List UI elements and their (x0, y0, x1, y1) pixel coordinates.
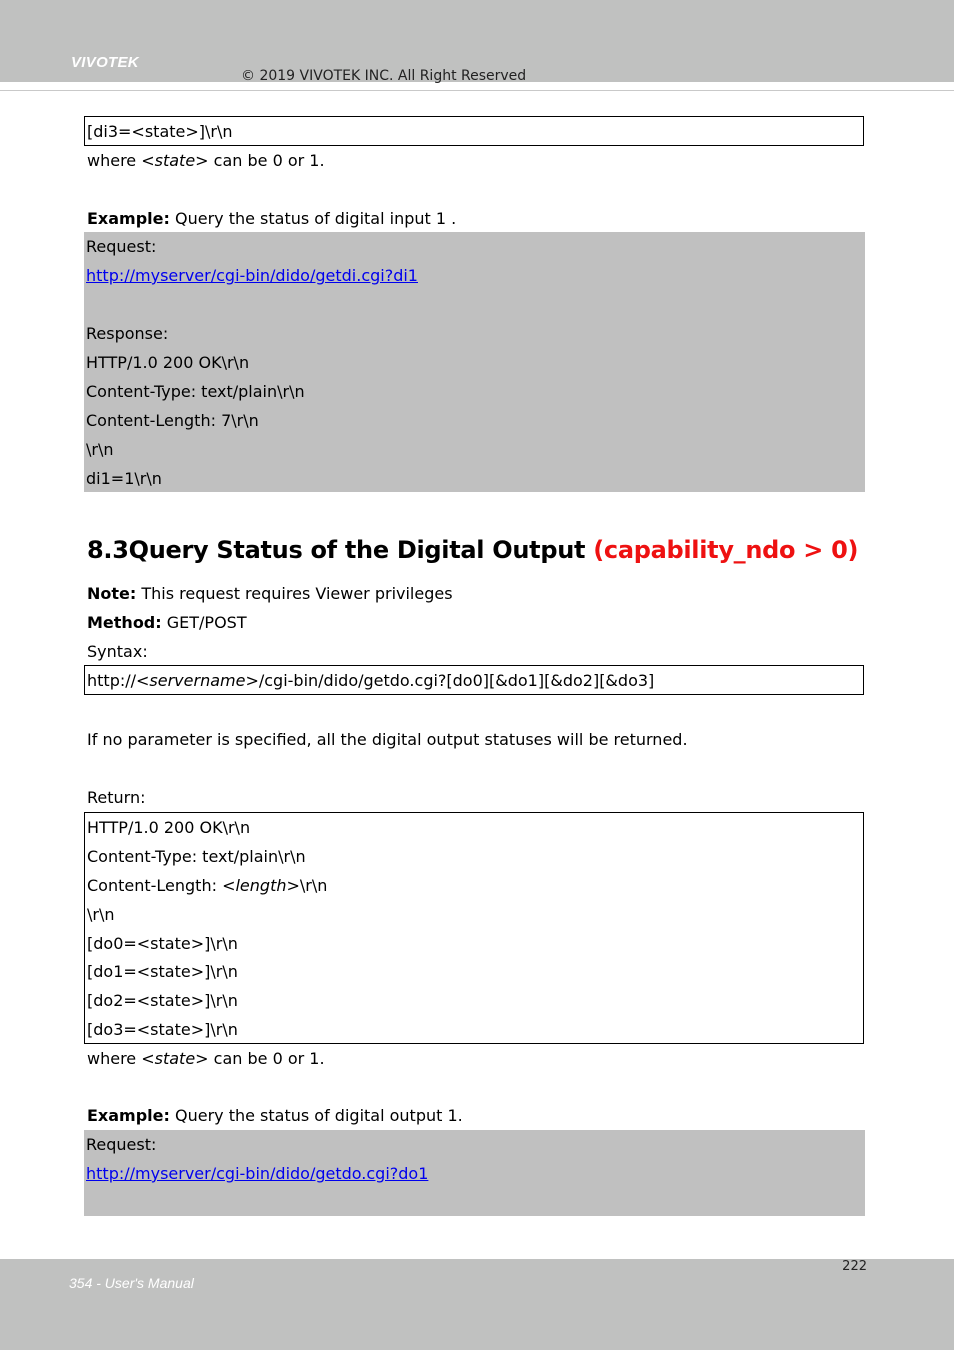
return-line: [do1=<state>]\r\n (87, 962, 238, 981)
page-footer-band (0, 1259, 954, 1350)
request-label: Request: (86, 237, 157, 256)
return-line: [do2=<state>]\r\n (87, 991, 238, 1010)
where-state-note: where <state> can be 0 or 1. (87, 1049, 325, 1068)
request-url-link[interactable]: http://myserver/cgi-bin/dido/getdi.cgi?di1 (86, 266, 418, 285)
request-url-link[interactable]: http://myserver/cgi-bin/dido/getdo.cgi?do1 (86, 1164, 429, 1183)
return-line: HTTP/1.0 200 OK\r\n (87, 818, 251, 837)
response-line: Content-Length: 7\r\n (86, 411, 259, 430)
syntax-label: Syntax: (87, 642, 148, 661)
section-heading: 8.3Query Status of the Digital Output (capability_ndo > 0) (87, 536, 859, 564)
response-label: Response: (86, 324, 169, 343)
page-number: 222 (842, 1259, 867, 1274)
syntax-line: http://<servername>/cgi-bin/dido/getdo.cgi?[do0][&do1][&do2][&do3] (87, 671, 655, 690)
return-label: Return: (87, 788, 146, 807)
header-divider (0, 90, 954, 91)
request-url-link-container (86, 261, 418, 290)
example-output-code-block (84, 1130, 865, 1216)
example-input-code-block (84, 232, 865, 492)
return-line: [do0=<state>]\r\n (87, 934, 238, 953)
method-line: Method: GET/POST (87, 613, 247, 632)
response-line: \r\n (86, 440, 114, 459)
syntax-line-di3: [di3=<state>]\r\n (87, 122, 233, 141)
no-parameter-note: If no parameter is specified, all the digital output statuses will be returned. (87, 730, 688, 749)
request-label: Request: (86, 1135, 157, 1154)
return-line: \r\n (87, 905, 115, 924)
return-line: [do3=<state>]\r\n (87, 1020, 238, 1039)
return-line: Content-Type: text/plain\r\n (87, 847, 306, 866)
syntax-box (84, 665, 864, 695)
syntax-box-continued (84, 116, 864, 146)
brand-logo-text: VIVOTEK (71, 54, 139, 71)
request-url-link-container (86, 1159, 428, 1188)
manual-page-label: 354 - User's Manual (69, 1275, 194, 1291)
response-line: HTTP/1.0 200 OK\r\n (86, 353, 250, 372)
example-digital-output: Example: Query the status of digital output 1. (87, 1106, 463, 1125)
example-digital-input: Example: Query the status of digital input 1 . (87, 209, 457, 228)
return-line: Content-Length: <length>\r\n (87, 876, 328, 895)
note-line: Note: This request requires Viewer privileges (87, 584, 453, 603)
response-line: di1=1\r\n (86, 469, 162, 488)
copyright-notice: © 2019 VIVOTEK INC. All Right Reserved (241, 68, 527, 84)
return-box (84, 812, 864, 1044)
where-state-note: where <state> can be 0 or 1. (87, 151, 325, 170)
response-line: Content-Type: text/plain\r\n (86, 382, 305, 401)
